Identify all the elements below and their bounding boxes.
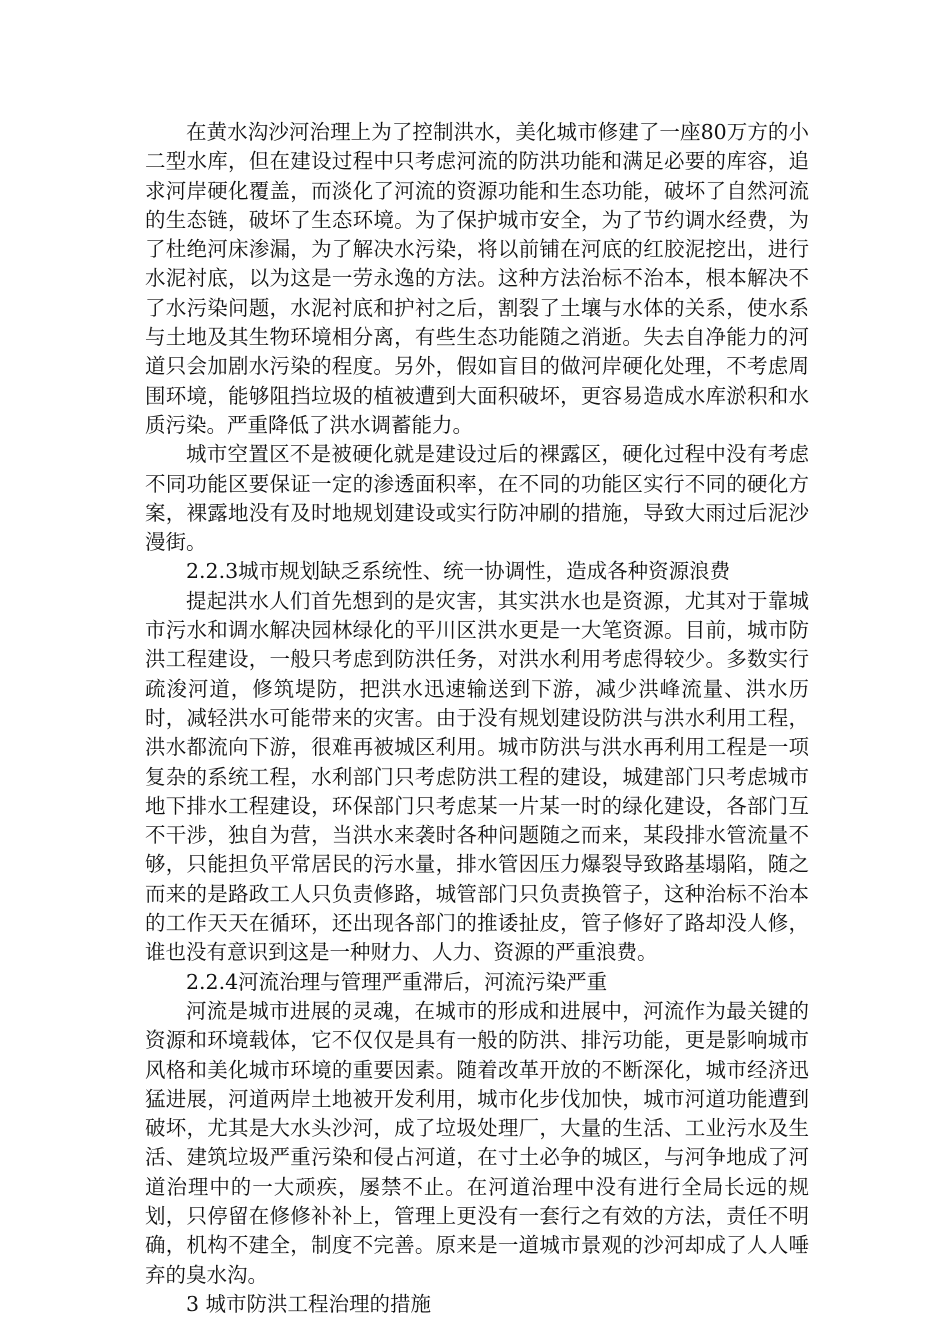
section-heading-2-2-3: 2.2.3城市规划缺乏系统性、统一协调性，造成各种资源浪费 [186,559,731,584]
paragraph-river-pollution: 河流是城市进展的灵魂，在城市的形成和进展中，河流作为最关键的资源和环境载体，它不仅仅是具有一般的防洪、排污功能，更是影响城市风格和美化城市环境的重要因素。随着改革开放的不断深化，城市经济迅猛进展，河道两岸土地被开发利用，城市化步伐加快，城市河道功能遭到破坏，尤其是大水头沙河，成了垃圾处理厂，大量的生活、工业污水及生活、建筑垃圾严重污染和侵占河道，在寸土必争的城区，与河争地成了河道治理中的一大顽疾，屡禁不止。在河道治理中没有进行全局长远的规划，只停留在修修补补上，管理上更没有一套行之有效的方法，责任不明确，机构不建全，制度不完善。原来是一道城市景观的沙河却成了人人唾弃的臭水沟。 [145,998,809,1287]
paragraph-vacant-areas: 城市空置区不是被硬化就是建设过后的裸露区，硬化过程中没有考虑不同功能区要保证一定的渗透面积率，在不同的功能区实行不同的硬化方案，裸露地没有及时地规划建设或实行防冲刷的措施，导致大雨过后泥沙漫街。 [145,442,809,555]
section-heading-3: 3 城市防洪工程治理的措施 [186,1291,432,1316]
section-heading-2-2-4: 2.2.4河流治理与管理严重滞后，河流污染严重 [186,969,608,994]
paragraph-flood-resource: 提起洪水人们首先想到的是灾害，其实洪水也是资源，尤其对于靠城市污水和调水解决园林绿化的平川区洪水更是一大笔资源。目前，城市防洪工程建设，一般只考虑到防洪任务，对洪水利用考虑得较少。多数实行疏浚河道，修筑堤防，把洪水迅速输送到下游，减少洪峰流量、洪水历时，减轻洪水可能带来的灾害。由于没有规划建设防洪与洪水利用工程，洪水都流向下游，很难再被城区利用。城市防洪与洪水再利用工程是一项复杂的系统工程，水利部门只考虑防洪工程的建设，城建部门只考虑城市地下排水工程建设，环保部门只考虑某一片某一时的绿化建设，各部门互不干涉，独自为营，当洪水来袭时各种问题随之而来，某段排水管流量不够，只能担负平常居民的污水量，排水管因压力爆裂导致路基塌陷，随之而来的是路政工人只负责修路，城管部门只负责换管子，这种治标不治本的工作天天在循环，还出现各部门的推诿扯皮，管子修好了路却没人修，谁也没有意识到这是一种财力、人力、资源的严重浪费。 [145,588,809,965]
paragraph-reservoir-hardening: 在黄水沟沙河治理上为了控制洪水，美化城市修建了一座80万方的小二型水库，但在建设过程中只考虑河流的防洪功能和满足必要的库容，追求河岸硬化覆盖，而淡化了河流的资源功能和生态功能，破坏了自然河流的生态链，破坏了生态环境。为了保护城市安全，为了节约调水经费，为了杜绝河床渗漏，为了解决水污染，将以前铺在河底的红胶泥挖出，进行水泥衬底，以为这是一劳永逸的方法。这种方法治标不治本，根本解决不了水污染问题，水泥衬底和护衬之后，割裂了土壤与水体的关系，使水系与土地及其生物环境相分离，有些生态功能随之消逝。失去自净能力的河道只会加剧水污染的程度。另外，假如盲目的做河岸硬化处理，不考虑周围环境，能够阻挡垃圾的植被遭到大面积破坏，更容易造成水库淤积和水质污染。严重降低了洪水调蓄能力。 [145,120,809,437]
document-body [145,118,809,1319]
